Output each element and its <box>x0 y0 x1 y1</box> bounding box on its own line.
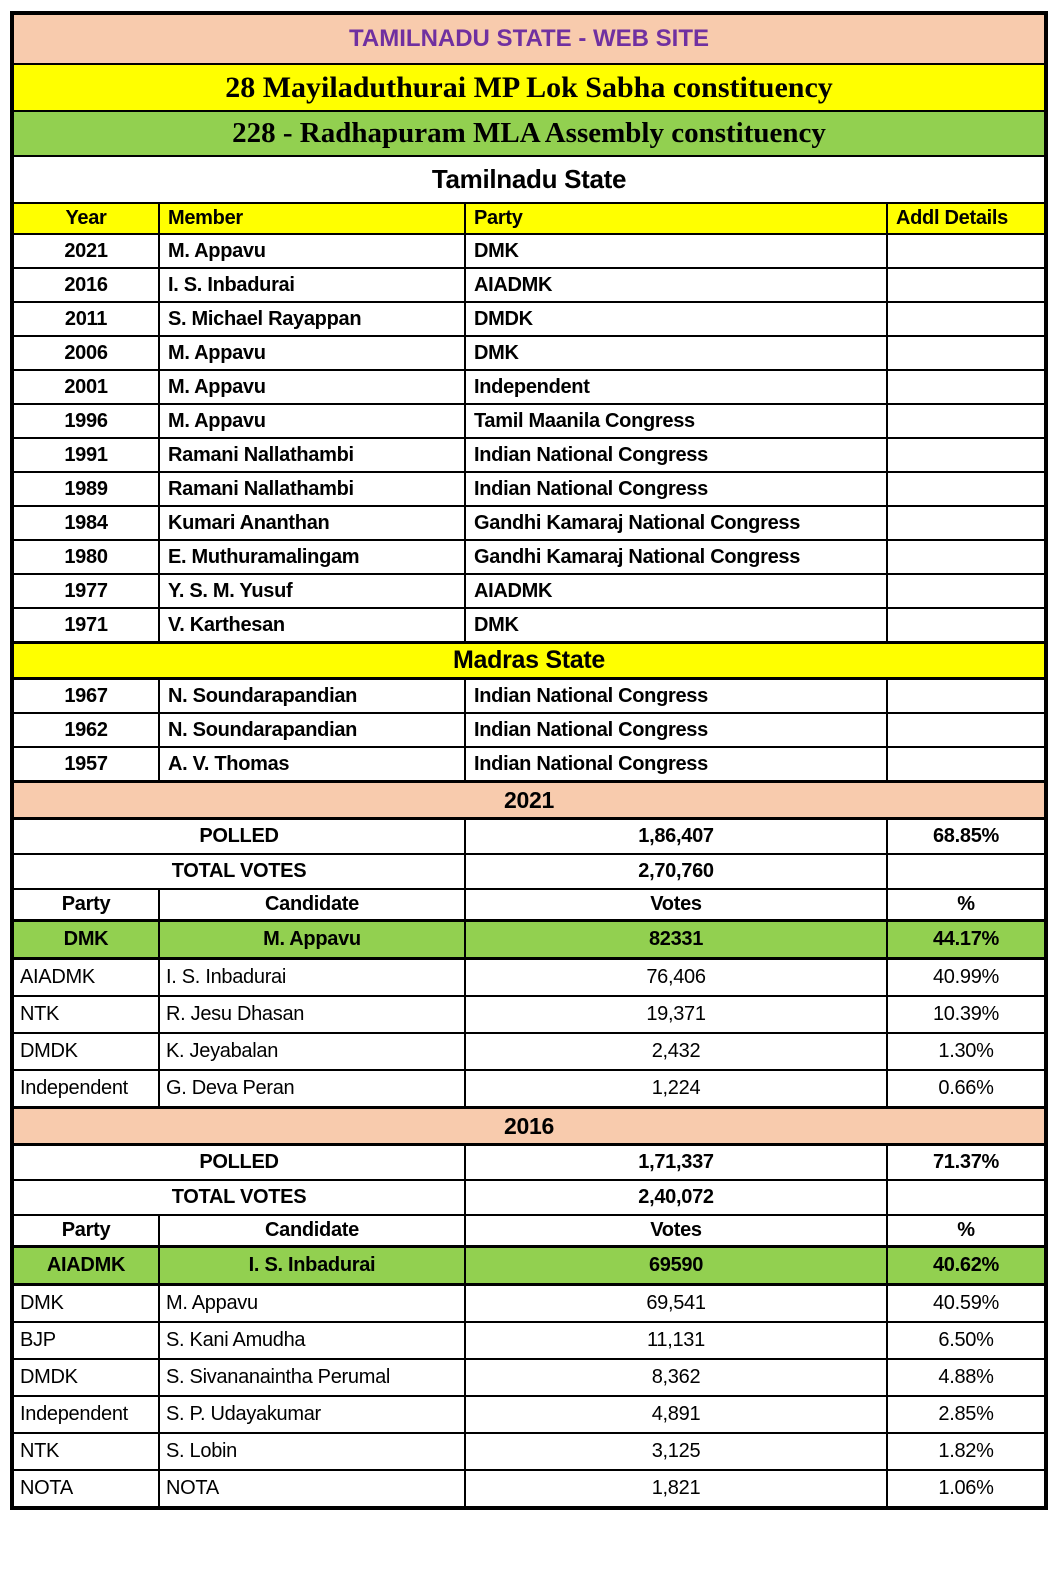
addl-details-cell <box>887 747 1046 782</box>
addl-details-cell <box>887 608 1046 643</box>
year-cell: 2001 <box>12 370 159 404</box>
addl-details-cell <box>887 268 1046 302</box>
result-row <box>12 1396 1046 1433</box>
mla-constituency-row <box>12 111 1046 156</box>
election-2016-results <box>12 1247 1046 1509</box>
site-title-row <box>12 13 1046 64</box>
party-cell: DMK <box>465 336 887 370</box>
percent-cell: 1.06% <box>887 1470 1046 1508</box>
result-row <box>12 1322 1046 1359</box>
party-cell: AIADMK <box>12 959 159 997</box>
madras-section-head <box>12 643 1046 679</box>
votes-cell: 82331 <box>465 921 887 959</box>
votes-cell: 2,432 <box>465 1033 887 1070</box>
percent-column-header: % <box>887 1215 1046 1247</box>
addl-details-cell <box>887 404 1046 438</box>
candidate-column-header: Candidate <box>159 889 465 921</box>
votes-cell: 1,224 <box>465 1070 887 1108</box>
votes-cell: 11,131 <box>465 1322 887 1359</box>
member-row <box>12 608 1046 643</box>
member-row <box>12 713 1046 747</box>
year-cell: 1989 <box>12 472 159 506</box>
party-cell: Indian National Congress <box>465 472 887 506</box>
result-row <box>12 1247 1046 1285</box>
total-votes-percentage-empty <box>887 854 1046 889</box>
polled-votes: 1,71,337 <box>465 1145 887 1181</box>
percent-cell: 0.66% <box>887 1070 1046 1108</box>
total-votes-label: TOTAL VOTES <box>12 1180 465 1215</box>
result-row <box>12 921 1046 959</box>
member-row <box>12 404 1046 438</box>
members-column-header-row <box>12 203 1046 234</box>
candidate-cell: S. Kani Amudha <box>159 1322 465 1359</box>
member-cell: M. Appavu <box>159 336 465 370</box>
votes-cell: 69,541 <box>465 1285 887 1323</box>
percent-cell: 1.82% <box>887 1433 1046 1470</box>
percent-cell: 40.62% <box>887 1247 1046 1285</box>
votes-cell: 8,362 <box>465 1359 887 1396</box>
addl-details-cell <box>887 472 1046 506</box>
votes-cell: 76,406 <box>465 959 887 997</box>
percent-cell: 2.85% <box>887 1396 1046 1433</box>
results-column-header-row <box>12 1215 1046 1247</box>
total-votes-percentage-empty <box>887 1180 1046 1215</box>
addl-details-cell <box>887 336 1046 370</box>
party-cell: Indian National Congress <box>465 713 887 747</box>
election-year-banner <box>12 782 1046 819</box>
madras-members-section <box>12 679 1046 782</box>
result-row <box>12 1433 1046 1470</box>
party-cell: DMK <box>12 1285 159 1323</box>
polled-percentage: 71.37% <box>887 1145 1046 1181</box>
candidate-cell: I. S. Inbadurai <box>159 959 465 997</box>
election-year-label: 2021 <box>12 782 1046 819</box>
election-2016-head <box>12 1108 1046 1247</box>
polled-votes: 1,86,407 <box>465 819 887 855</box>
party-column-header: Party <box>465 203 887 234</box>
party-cell: Indian National Congress <box>465 747 887 782</box>
member-row <box>12 438 1046 472</box>
member-row <box>12 747 1046 782</box>
election-2021-results <box>12 921 1046 1108</box>
members-table-head <box>12 156 1046 234</box>
party-cell: DMK <box>465 234 887 268</box>
tamilnadu-members-section <box>12 234 1046 643</box>
member-cell: Kumari Ananthan <box>159 506 465 540</box>
member-row <box>12 302 1046 336</box>
candidate-cell: G. Deva Peran <box>159 1070 465 1108</box>
member-row <box>12 268 1046 302</box>
member-cell: M. Appavu <box>159 404 465 438</box>
member-row <box>12 540 1046 574</box>
party-cell: Indian National Congress <box>465 679 887 714</box>
total-votes-value: 2,40,072 <box>465 1180 887 1215</box>
party-cell: AIADMK <box>465 574 887 608</box>
party-cell: NTK <box>12 996 159 1033</box>
member-column-header: Member <box>159 203 465 234</box>
party-cell: AIADMK <box>465 268 887 302</box>
member-row <box>12 336 1046 370</box>
member-cell: N. Soundarapandian <box>159 679 465 714</box>
member-cell: Ramani Nallathambi <box>159 472 465 506</box>
constituency-page <box>10 11 1044 1510</box>
site-title: TAMILNADU STATE - WEB SITE <box>12 13 1046 64</box>
member-cell: E. Muthuramalingam <box>159 540 465 574</box>
polled-label: POLLED <box>12 1145 465 1181</box>
candidate-column-header: Candidate <box>159 1215 465 1247</box>
member-cell: M. Appavu <box>159 370 465 404</box>
addl-details-cell <box>887 679 1046 714</box>
total-votes-row <box>12 1180 1046 1215</box>
votes-cell: 1,821 <box>465 1470 887 1508</box>
party-cell: Gandhi Kamaraj National Congress <box>465 506 887 540</box>
polled-percentage: 68.85% <box>887 819 1046 855</box>
result-row <box>12 959 1046 997</box>
party-cell: DMDK <box>12 1033 159 1070</box>
tamilnadu-state-title: Tamilnadu State <box>12 156 1046 203</box>
party-cell: Gandhi Kamaraj National Congress <box>465 540 887 574</box>
addl-details-cell <box>887 574 1046 608</box>
party-cell: BJP <box>12 1322 159 1359</box>
candidate-cell: K. Jeyabalan <box>159 1033 465 1070</box>
addl-details-cell <box>887 506 1046 540</box>
polled-label: POLLED <box>12 819 465 855</box>
percent-cell: 1.30% <box>887 1033 1046 1070</box>
candidate-cell: NOTA <box>159 1470 465 1508</box>
result-row <box>12 996 1046 1033</box>
result-row <box>12 1470 1046 1508</box>
mp-constituency-row <box>12 64 1046 111</box>
addl-details-cell <box>887 540 1046 574</box>
madras-state-section-header <box>12 643 1046 679</box>
year-cell: 1980 <box>12 540 159 574</box>
party-cell: Independent <box>465 370 887 404</box>
votes-column-header: Votes <box>465 1215 887 1247</box>
year-cell: 1977 <box>12 574 159 608</box>
percent-column-header: % <box>887 889 1046 921</box>
constituency-table <box>10 11 1048 1510</box>
member-cell: A. V. Thomas <box>159 747 465 782</box>
member-cell: M. Appavu <box>159 234 465 268</box>
year-cell: 2016 <box>12 268 159 302</box>
year-cell: 1962 <box>12 713 159 747</box>
member-cell: Y. S. M. Yusuf <box>159 574 465 608</box>
page-header <box>12 13 1046 156</box>
polled-row <box>12 819 1046 855</box>
member-row <box>12 679 1046 714</box>
result-row <box>12 1359 1046 1396</box>
votes-column-header: Votes <box>465 889 887 921</box>
member-row <box>12 574 1046 608</box>
member-cell: S. Michael Rayappan <box>159 302 465 336</box>
candidate-cell: M. Appavu <box>159 921 465 959</box>
party-cell: Tamil Maanila Congress <box>465 404 887 438</box>
member-cell: Ramani Nallathambi <box>159 438 465 472</box>
candidate-cell: S. P. Udayakumar <box>159 1396 465 1433</box>
votes-cell: 69590 <box>465 1247 887 1285</box>
member-row <box>12 472 1046 506</box>
total-votes-label: TOTAL VOTES <box>12 854 465 889</box>
percent-cell: 44.17% <box>887 921 1046 959</box>
year-cell: 2021 <box>12 234 159 268</box>
year-cell: 1967 <box>12 679 159 714</box>
candidate-cell: S. Sivananaintha Perumal <box>159 1359 465 1396</box>
member-cell: V. Karthesan <box>159 608 465 643</box>
party-column-header: Party <box>12 889 159 921</box>
election-year-label: 2016 <box>12 1108 1046 1145</box>
election-2021-head <box>12 782 1046 921</box>
result-row <box>12 1033 1046 1070</box>
result-row <box>12 1070 1046 1108</box>
party-cell: DMK <box>12 921 159 959</box>
votes-cell: 4,891 <box>465 1396 887 1433</box>
percent-cell: 40.99% <box>887 959 1046 997</box>
party-cell: DMDK <box>465 302 887 336</box>
party-cell: DMK <box>465 608 887 643</box>
candidate-cell: I. S. Inbadurai <box>159 1247 465 1285</box>
year-column-header: Year <box>12 203 159 234</box>
total-votes-value: 2,70,760 <box>465 854 887 889</box>
candidate-cell: R. Jesu Dhasan <box>159 996 465 1033</box>
result-row <box>12 1285 1046 1323</box>
addl-details-cell <box>887 438 1046 472</box>
candidate-cell: S. Lobin <box>159 1433 465 1470</box>
party-cell: NTK <box>12 1433 159 1470</box>
percent-cell: 40.59% <box>887 1285 1046 1323</box>
votes-cell: 19,371 <box>465 996 887 1033</box>
year-cell: 2006 <box>12 336 159 370</box>
member-cell: I. S. Inbadurai <box>159 268 465 302</box>
year-cell: 1984 <box>12 506 159 540</box>
mp-constituency-title: 28 Mayiladuthurai MP Lok Sabha constituency <box>12 64 1046 111</box>
madras-state-title: Madras State <box>12 643 1046 679</box>
addl-details-cell <box>887 234 1046 268</box>
party-cell: Independent <box>12 1070 159 1108</box>
member-row <box>12 370 1046 404</box>
addl-details-cell <box>887 370 1046 404</box>
tamilnadu-state-section-header <box>12 156 1046 203</box>
percent-cell: 10.39% <box>887 996 1046 1033</box>
member-row <box>12 506 1046 540</box>
year-cell: 1971 <box>12 608 159 643</box>
percent-cell: 6.50% <box>887 1322 1046 1359</box>
votes-cell: 3,125 <box>465 1433 887 1470</box>
candidate-cell: M. Appavu <box>159 1285 465 1323</box>
member-row <box>12 234 1046 268</box>
addl-details-cell <box>887 302 1046 336</box>
addl-details-column-header: Addl Details <box>887 203 1046 234</box>
party-cell: AIADMK <box>12 1247 159 1285</box>
polled-row <box>12 1145 1046 1181</box>
year-cell: 1996 <box>12 404 159 438</box>
member-cell: N. Soundarapandian <box>159 713 465 747</box>
addl-details-cell <box>887 713 1046 747</box>
party-cell: DMDK <box>12 1359 159 1396</box>
party-cell: NOTA <box>12 1470 159 1508</box>
percent-cell: 4.88% <box>887 1359 1046 1396</box>
election-year-banner <box>12 1108 1046 1145</box>
party-cell: Indian National Congress <box>465 438 887 472</box>
year-cell: 1957 <box>12 747 159 782</box>
results-column-header-row <box>12 889 1046 921</box>
party-column-header: Party <box>12 1215 159 1247</box>
year-cell: 2011 <box>12 302 159 336</box>
year-cell: 1991 <box>12 438 159 472</box>
party-cell: Independent <box>12 1396 159 1433</box>
total-votes-row <box>12 854 1046 889</box>
mla-constituency-title: 228 - Radhapuram MLA Assembly constituency <box>12 111 1046 156</box>
